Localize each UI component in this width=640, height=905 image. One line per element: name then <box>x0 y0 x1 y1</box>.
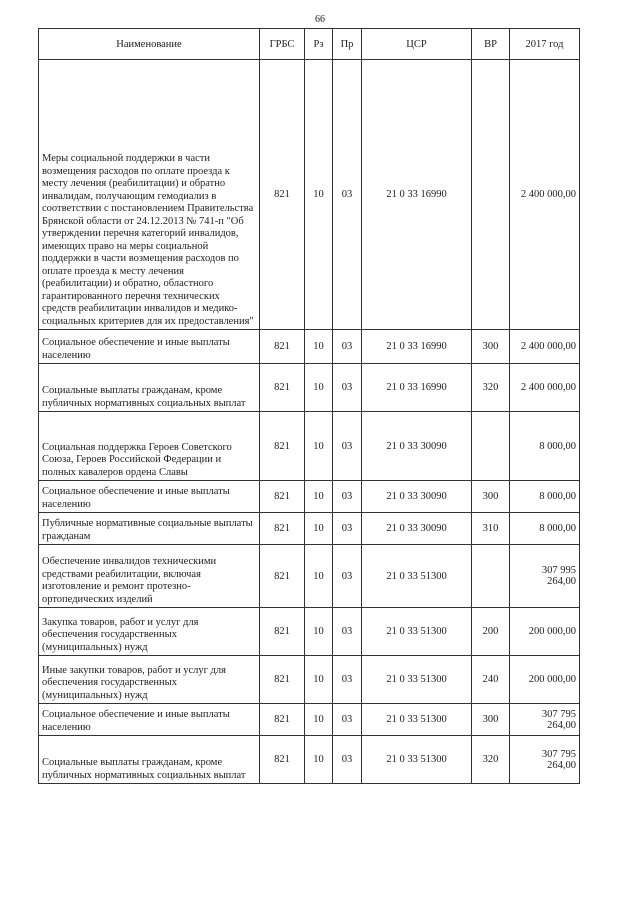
column-header-year: 2017 год <box>510 29 580 60</box>
row-vr: 200 <box>472 608 510 656</box>
row-grbs: 821 <box>260 481 305 513</box>
row-vr: 300 <box>472 704 510 736</box>
row-grbs: 821 <box>260 364 305 412</box>
page-number: 66 <box>315 14 325 25</box>
row-name: Социальное обеспечение и иные выплаты населению <box>39 481 260 513</box>
column-header-rz: Рз <box>305 29 333 60</box>
row-csr: 21 0 33 16990 <box>362 60 472 330</box>
row-grbs: 821 <box>260 330 305 364</box>
row-pr: 03 <box>333 481 362 513</box>
row-rz: 10 <box>305 60 333 330</box>
table-row <box>39 330 580 364</box>
row-name: Социальное обеспечение и иные выплаты населению <box>39 704 260 736</box>
row-amount: 200 000,00 <box>510 608 580 656</box>
row-amount: 8 000,00 <box>510 513 580 545</box>
row-csr: 21 0 33 16990 <box>362 330 472 364</box>
table-row <box>39 608 580 656</box>
row-rz: 10 <box>305 608 333 656</box>
column-header-vr: ВР <box>472 29 510 60</box>
row-csr: 21 0 33 51300 <box>362 736 472 784</box>
row-amount: 200 000,00 <box>510 656 580 704</box>
row-csr: 21 0 33 51300 <box>362 608 472 656</box>
row-pr: 03 <box>333 364 362 412</box>
row-pr: 03 <box>333 60 362 330</box>
row-vr: 320 <box>472 364 510 412</box>
row-amount: 307 995 264,00 <box>510 545 580 608</box>
row-name: Обеспечение инвалидов техническими средствами реабилитации, включая изготовление и ремонт протезно-ортопедических изделий <box>39 545 260 608</box>
row-vr <box>472 545 510 608</box>
row-vr: 320 <box>472 736 510 784</box>
row-grbs: 821 <box>260 60 305 330</box>
row-vr <box>472 412 510 481</box>
row-amount: 307 795 264,00 <box>510 736 580 784</box>
table-row <box>39 545 580 608</box>
table-row <box>39 704 580 736</box>
row-vr <box>472 60 510 330</box>
row-rz: 10 <box>305 364 333 412</box>
row-vr: 300 <box>472 330 510 364</box>
row-pr: 03 <box>333 704 362 736</box>
row-vr: 240 <box>472 656 510 704</box>
row-rz: 10 <box>305 412 333 481</box>
column-header-name: Наименование <box>39 29 260 60</box>
row-name: Социальные выплаты гражданам, кроме публичных нормативных социальных выплат <box>39 736 260 784</box>
row-pr: 03 <box>333 513 362 545</box>
row-pr: 03 <box>333 330 362 364</box>
row-amount: 307 795 264,00 <box>510 704 580 736</box>
row-rz: 10 <box>305 656 333 704</box>
row-name: Закупка товаров, работ и услуг для обеспечения государственных (муниципальных) нужд <box>39 608 260 656</box>
table-row <box>39 736 580 784</box>
row-grbs: 821 <box>260 656 305 704</box>
row-grbs: 821 <box>260 704 305 736</box>
table-row <box>39 513 580 545</box>
row-name: Социальная поддержка Героев Советского Союза, Героев Российской Федерации и полных кавалеров ордена Славы <box>39 412 260 481</box>
row-name: Иные закупки товаров, работ и услуг для обеспечения государственных (муниципальных) нужд <box>39 656 260 704</box>
row-amount: 2 400 000,00 <box>510 330 580 364</box>
row-amount: 2 400 000,00 <box>510 60 580 330</box>
row-pr: 03 <box>333 736 362 784</box>
row-vr: 310 <box>472 513 510 545</box>
row-grbs: 821 <box>260 545 305 608</box>
row-vr: 300 <box>472 481 510 513</box>
row-pr: 03 <box>333 656 362 704</box>
row-rz: 10 <box>305 481 333 513</box>
row-name: Социальные выплаты гражданам, кроме публичных нормативных социальных выплат <box>39 364 260 412</box>
row-amount: 8 000,00 <box>510 481 580 513</box>
table-row <box>39 656 580 704</box>
row-pr: 03 <box>333 608 362 656</box>
row-pr: 03 <box>333 545 362 608</box>
row-amount: 2 400 000,00 <box>510 364 580 412</box>
column-header-pr: Пр <box>333 29 362 60</box>
row-grbs: 821 <box>260 608 305 656</box>
budget-table <box>38 28 580 784</box>
table-row <box>39 481 580 513</box>
row-pr: 03 <box>333 412 362 481</box>
row-rz: 10 <box>305 513 333 545</box>
row-rz: 10 <box>305 736 333 784</box>
row-csr: 21 0 33 30090 <box>362 412 472 481</box>
row-name: Публичные нормативные социальные выплаты гражданам <box>39 513 260 545</box>
table-row <box>39 60 580 330</box>
row-csr: 21 0 33 51300 <box>362 545 472 608</box>
row-grbs: 821 <box>260 412 305 481</box>
table-row <box>39 364 580 412</box>
row-csr: 21 0 33 51300 <box>362 704 472 736</box>
row-amount: 8 000,00 <box>510 412 580 481</box>
row-name: Меры социальной поддержки в части возмещения расходов по оплате проезда к месту лечения (реабилитации) и обратно инвалидам, получающим гемодиализ в соответствии с постановлением Правительства Брянской области от 24.12.2013 № 741-п "Об утверждении перечня категорий инвалидов, имеющих право на меры социальной поддержки в части возмещения расходов по оплате проезда к месту лечения (реабилитации) и обратно, областного гарантированного перечня технических средств реабилитации инвалидов и медико-социальных критериев для их предоставления" <box>39 60 260 330</box>
row-csr: 21 0 33 16990 <box>362 364 472 412</box>
column-header-grbs: ГРБС <box>260 29 305 60</box>
row-name: Социальное обеспечение и иные выплаты населению <box>39 330 260 364</box>
column-header-csr: ЦСР <box>362 29 472 60</box>
row-grbs: 821 <box>260 736 305 784</box>
table-row <box>39 412 580 481</box>
row-rz: 10 <box>305 704 333 736</box>
row-grbs: 821 <box>260 513 305 545</box>
row-csr: 21 0 33 30090 <box>362 513 472 545</box>
table-header-row <box>39 29 580 60</box>
row-csr: 21 0 33 30090 <box>362 481 472 513</box>
row-csr: 21 0 33 51300 <box>362 656 472 704</box>
row-rz: 10 <box>305 545 333 608</box>
row-rz: 10 <box>305 330 333 364</box>
